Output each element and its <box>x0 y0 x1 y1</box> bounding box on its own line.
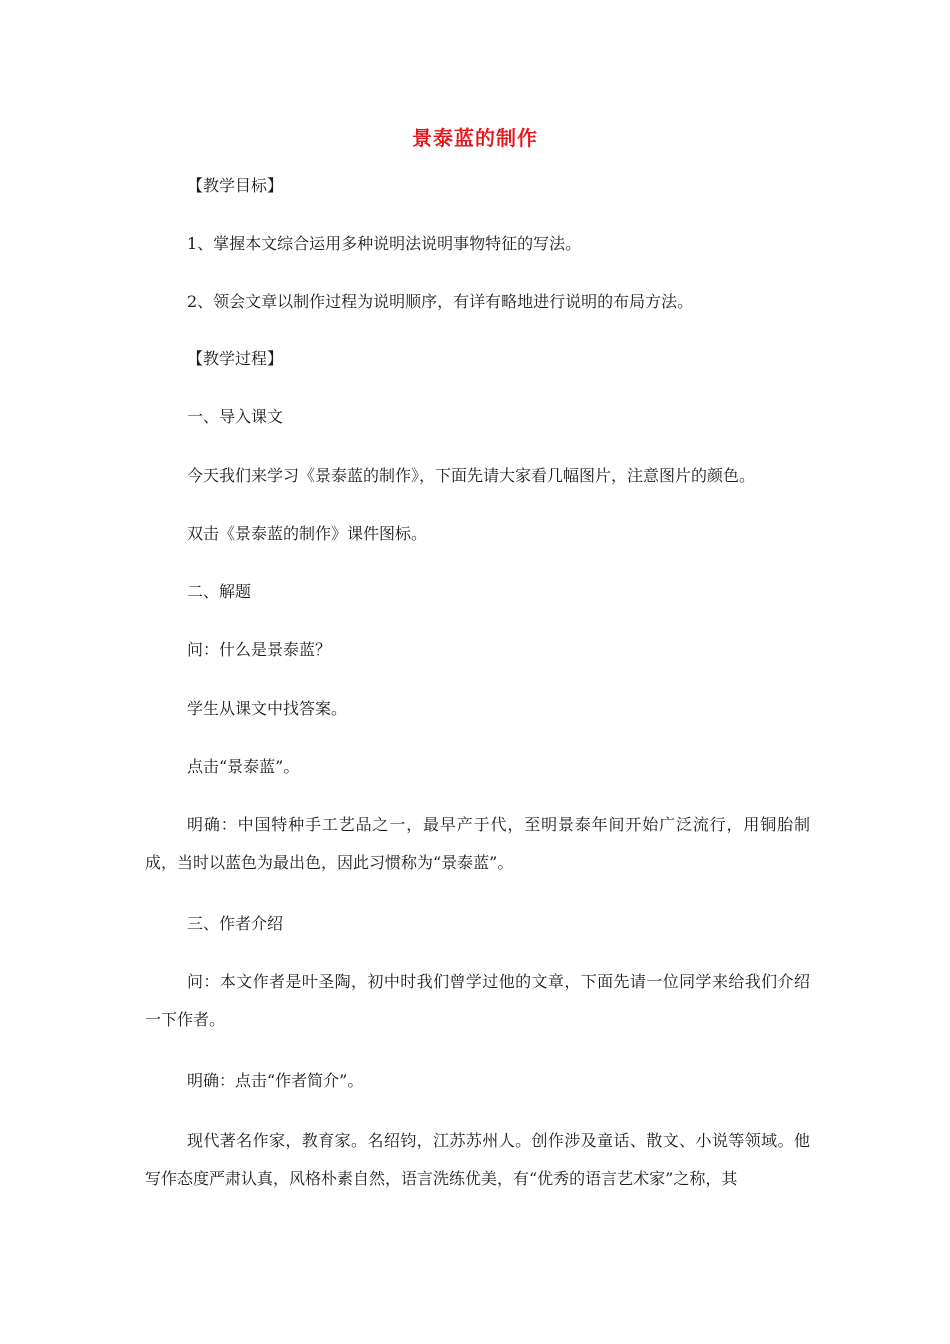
student-task: 学生从课文中找答案。 <box>187 699 348 718</box>
process-heading: 【教学过程】 <box>187 349 284 368</box>
question-what-is: 问：什么是景泰蓝？ <box>187 640 332 659</box>
author-click-instruction: 明确：点击“作者简介”。 <box>187 1071 364 1090</box>
definition-paragraph: 明确：中国特种手工艺品之一，最早产于代，至明景泰年间开始广泛流行，用铜胎制成，当时以蓝色为最出色，因此习惯称为“景泰蓝”。 <box>145 815 810 872</box>
section-heading-intro: 一、导入课文 <box>187 407 284 426</box>
objectives-heading: 【教学目标】 <box>187 176 284 195</box>
author-bio-paragraph: 现代著名作家，教育家。名绍钧，江苏苏州人。创作涉及童话、散文、小说等领域。他写作态度严肃认真，风格朴素自然，语言洗练优美，有“优秀的语言艺术家”之称，其 <box>145 1131 810 1188</box>
section-heading-author: 三、作者介绍 <box>187 914 284 933</box>
intro-paragraph: 今天我们来学习《景泰蓝的制作》，下面先请大家看几幅图片，注意图片的颜色。 <box>187 466 756 485</box>
click-instruction: 点击“景泰蓝”。 <box>187 757 300 776</box>
intro-instruction: 双击《景泰蓝的制作》课件图标。 <box>187 524 428 543</box>
document-title: 景泰蓝的制作 <box>412 126 538 150</box>
author-question-paragraph: 问：本文作者是叶圣陶，初中时我们曾学过他的文章，下面先请一位同学来给我们介绍一下作者。 <box>145 972 810 1029</box>
section-heading-title-explanation: 二、解题 <box>187 582 252 601</box>
objective-item-1: 1、掌握本文综合运用多种说明法说明事物特征的写法。 <box>187 234 582 253</box>
objective-item-2: 2、领会文章以制作过程为说明顺序，有详有略地进行说明的布局方法。 <box>187 292 694 311</box>
